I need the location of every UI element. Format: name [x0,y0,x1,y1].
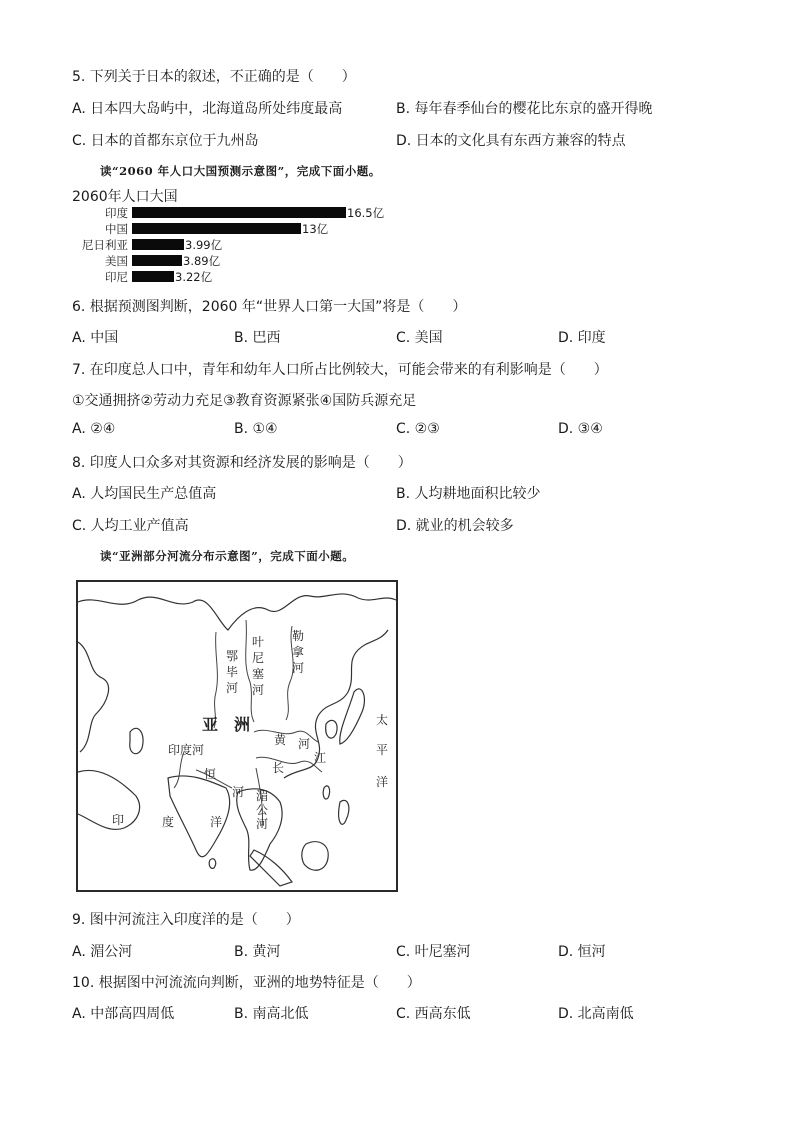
map-label-mekong-3: 河 [256,817,269,831]
korea [326,720,337,738]
q9-option-b: B. 黄河 [234,944,281,960]
q8-option-a: A. 人均国民生产总值高 [72,486,217,502]
europe-west [78,642,109,752]
map-label-yellow-1: 黄 [274,733,287,747]
coastlines [78,594,396,886]
map-label-yenisei-1: 叶 [252,635,265,649]
q7-items: ①交通拥挤②劳动力充足③教育资源紧张④国防兵源充足 [72,393,417,409]
philippines [339,800,349,824]
map-label-yangtze-1: 长 [272,761,285,775]
bar-label: 中国 [105,222,128,236]
asia-rivers-map [76,580,398,892]
map-label-pacific-3: 洋 [376,775,389,789]
q10-option-d: D. 北高南低 [558,1006,634,1022]
q6-stem: 6. 根据预测图判断，2060 年“世界人口第一大国”将是（ ） [72,299,467,315]
q9-stem: 9. 图中河流注入印度洋的是（ ） [72,912,300,928]
q7-option-d: D. ③④ [558,421,603,437]
map-label-ganges: 恒 [204,767,217,781]
map-label-mekong-2: 公 [256,803,269,817]
map-label-yenisei-2: 尼 [252,651,265,665]
q6-option-b: B. 巴西 [234,330,281,346]
map-label-yellow-2: 河 [298,737,311,751]
map-label-pacific-2: 平 [376,743,389,757]
q9-option-a: A. 湄公河 [72,944,133,960]
q5-option-c: C. 日本的首都东京位于九州岛 [72,133,259,149]
yangtze-river [256,757,322,772]
q5-option-b: B. 每年春季仙台的樱花比东京的盛开得晚 [396,101,653,117]
chart-bars [72,206,412,286]
map-label-indian-ocean-1: 印 [112,813,125,827]
map-label-ob-1: 鄂 [226,649,239,663]
bar-value-label: 13亿 [302,222,329,236]
map-label-ganges-he: 河 [232,785,245,799]
ob-river [214,632,217,728]
q8-stem: 8. 印度人口众多对其资源和经济发展的影响是（ ） [72,455,412,471]
bar-label: 印尼 [105,270,128,284]
bar-label: 尼日利亚 [82,238,128,252]
srilanka [209,859,215,869]
map-label-pacific-1: 太 [376,713,389,727]
map-label-indian-ocean-2: 度 [162,815,175,829]
map-drawing [78,582,396,890]
q8-option-d: D. 就业的机会较多 [396,518,514,534]
intro-river-map: 读“亚洲部分河流分布示意图”，完成下面小题。 [100,549,355,563]
q7-option-c: C. ②③ [396,421,440,437]
map-label-mekong-1: 湄 [256,789,269,803]
bar [132,207,346,218]
bar [132,239,184,250]
caspian [130,728,143,753]
q8-option-b: B. 人均耕地面积比较少 [396,486,541,502]
q6-option-c: C. 美国 [396,330,443,346]
north-coast [78,594,396,630]
q10-stem: 10. 根据图中河流流向判断，亚洲的地势特征是（ ） [72,975,421,991]
bar-value-label: 3.99亿 [185,238,223,252]
map-label-indus: 印度河 [168,743,205,757]
bar-value-label: 3.89亿 [183,254,221,268]
bar [132,255,182,266]
q10-option-b: B. 南高北低 [234,1006,309,1022]
map-label-lena-1: 勒 [292,629,305,643]
map-label-yangtze-2: 江 [314,751,327,765]
bar-label: 美国 [105,254,128,268]
q10-option-a: A. 中部高四周低 [72,1006,175,1022]
bar [132,271,174,282]
map-label-lena-3: 河 [292,661,305,675]
q9-option-d: D. 恒河 [558,944,606,960]
map-label-asia: 亚 洲 [202,715,251,734]
indus-river [174,752,184,788]
q5-option-a: A. 日本四大岛屿中，北海道岛所处纬度最高 [72,101,343,117]
map-label-lena-2: 拿 [292,645,305,659]
bar [132,223,301,234]
chart-title: 2060年人口大国 [72,189,178,205]
bar-value-label: 16.5亿 [347,206,385,220]
borneo [302,842,328,871]
q6-option-a: A. 中国 [72,330,119,346]
arabia [78,770,140,829]
q5-option-d: D. 日本的文化具有东西方兼容的特点 [396,133,626,149]
q7-stem: 7. 在印度总人口中，青年和幼年人口所占比例较大，可能会带来的有利影响是（ ） [72,362,608,378]
q9-option-c: C. 叶尼塞河 [396,944,471,960]
bar-label: 印度 [105,206,128,220]
map-label-ob-3: 河 [226,681,239,695]
intro-population-chart: 读“2060 年人口大国预测示意图”，完成下面小题。 [100,164,381,178]
bar-value-label: 3.22亿 [175,270,213,284]
q8-option-c: C. 人均工业产值高 [72,518,189,534]
q7-option-a: A. ②④ [72,421,116,437]
population-chart [72,186,412,288]
taiwan [323,786,329,799]
map-label-yenisei-3: 塞 [252,667,265,681]
q7-option-b: B. ①④ [234,421,278,437]
map-label-ob-2: 毕 [226,665,239,679]
q6-option-d: D. 印度 [558,330,606,346]
map-label-indian-ocean-3: 洋 [210,815,223,829]
q10-option-c: C. 西高东低 [396,1006,471,1022]
q5-stem: 5. 下列关于日本的叙述，不正确的是（ ） [72,69,356,85]
map-label-yenisei-4: 河 [252,683,265,697]
